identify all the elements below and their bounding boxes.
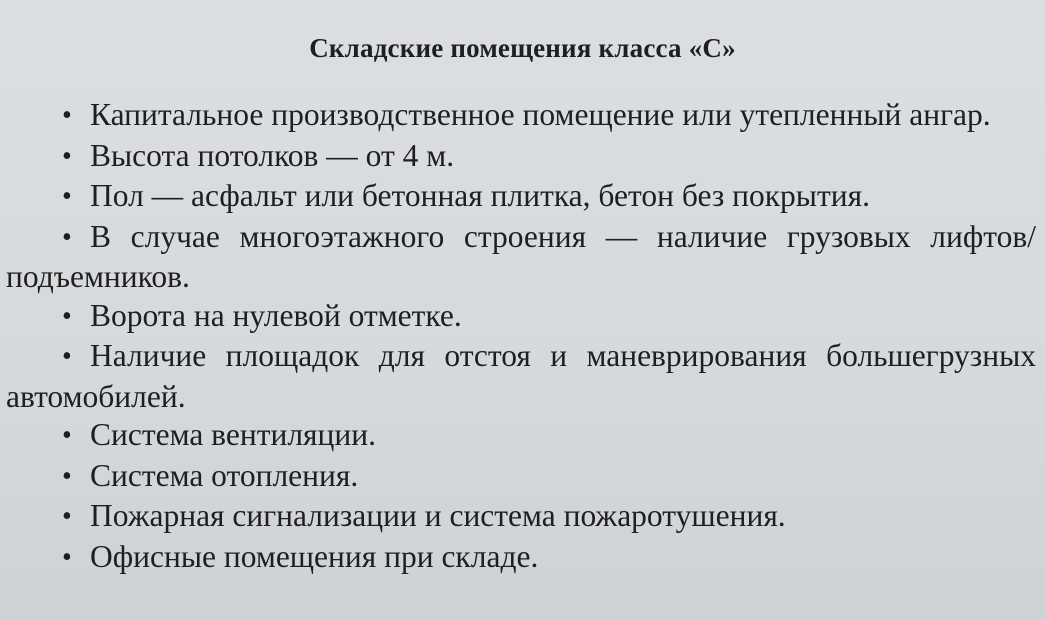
bullet-list bbox=[6, 96, 1036, 578]
bullet-icon: • bbox=[62, 541, 72, 573]
list-item bbox=[6, 416, 1036, 457]
list-item-text: Пол — асфальт или бетонная плитка, бетон без покрытия. bbox=[90, 178, 870, 213]
bullet-icon: • bbox=[62, 100, 72, 131]
bullet-icon: • bbox=[62, 181, 72, 212]
list-item bbox=[6, 337, 1036, 416]
list-item bbox=[6, 177, 1036, 218]
list-item bbox=[6, 497, 1036, 538]
list-item bbox=[6, 218, 1036, 297]
list-item-text: Офисные помещения при складе. bbox=[90, 538, 539, 574]
bullet-icon: • bbox=[62, 420, 72, 451]
list-item-text: В случае многоэтажного строения — наличие грузовых лифтов/подъемников. bbox=[6, 218, 1036, 294]
bullet-icon: • bbox=[62, 221, 72, 253]
bullet-icon: • bbox=[62, 341, 72, 372]
list-item-text: Капитальное производственное помещение или утепленный ангар. bbox=[90, 97, 991, 132]
list-item-text: Система отопления. bbox=[90, 457, 359, 493]
bullet-icon: • bbox=[62, 300, 72, 332]
list-item-text: Пожарная сигнализации и система пожаротушения. bbox=[90, 498, 786, 533]
bullet-icon: • bbox=[62, 460, 72, 492]
list-item-text: Ворота на нулевой отметке. bbox=[90, 297, 462, 333]
list-item bbox=[6, 96, 1036, 137]
list-item-text: Система вентиляции. bbox=[90, 417, 376, 452]
page-title: Складские помещения класса «С» bbox=[309, 33, 736, 63]
list-item bbox=[6, 297, 1036, 338]
list-item-text: Высота потолков — от 4 м. bbox=[90, 137, 455, 173]
list-item bbox=[6, 538, 1036, 579]
bullet-icon: • bbox=[62, 140, 72, 172]
list-item bbox=[6, 457, 1036, 498]
list-item-text: Наличие площадок для отстоя и маневрирования большегрузных автомобилей. bbox=[6, 338, 1036, 414]
bullet-icon: • bbox=[62, 501, 72, 532]
list-item bbox=[6, 137, 1036, 178]
